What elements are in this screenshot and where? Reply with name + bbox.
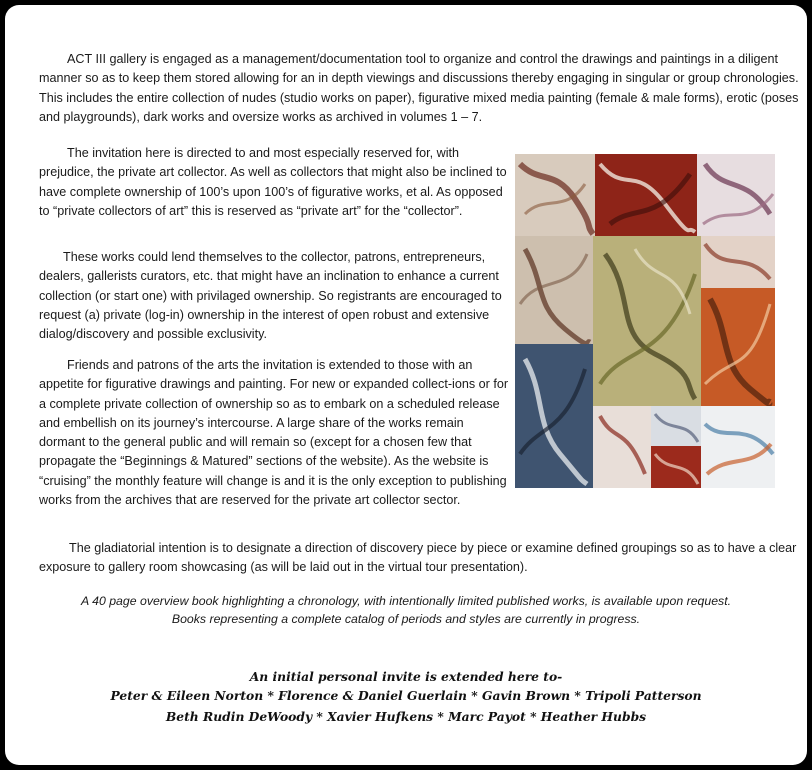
figurative-artwork-collage-icon xyxy=(515,154,775,488)
friends-paragraph xyxy=(39,356,509,510)
friends-text: Friends and patrons of the arts the invitation is extended to those with an appetite for figurative drawings and painting. For new or expanded collect-ions or for a complete private collection of ownership so as to embark on a scheduled release and embellish on its journey’s intercourse. A large share of the works remain dormant to the general public and will remain so (except for a chosen few that propagate the “Beginnings & Matured” sections of the website). As the website is “cruising” the monthly feature will change is and it is the only exception to publishing works from the archives that are reserved for the private art collector sector. xyxy=(39,358,509,508)
overview-book-note: A 40 page overview book highlighting a chronology, with intentionally limited published works, is available upon request. xyxy=(80,594,732,608)
artwork-collage xyxy=(515,154,775,488)
invite-heading: An initial personal invite is extended here to- xyxy=(249,669,563,684)
invitation-text: The invitation here is directed to and most especially reserved for, with prejudice, the private art collector. As well as collectors that might also be inclined to have complete ownership of 100’s upon 100’s of figurative works, et al. As opposed to “private collectors of art” this is reserved as “private art” for the “collector”. xyxy=(39,146,507,218)
invitation-paragraph xyxy=(39,144,509,221)
catalog-note: Books representing a complete catalog of periods and styles are currently in progress. xyxy=(171,612,641,626)
collectors-text: These works could lend themselves to the collector, patrons, entrepreneurs, dealers, gallerists curators, etc. that might have an inclination to enhance a current collection (or start one) with privilaged ownership. So registrants are encouraged to request (a) private (log-in) ownership in the interest of open robust and extensive dialog/discovery and possible exclusivity. xyxy=(39,250,502,342)
gladiatorial-text: The gladiatorial intention is to designate a direction of discovery piece by piece or examine defined groupings so as to have a clear exposure to gallery room showcasing (as will be laid out in the virtual tour presentation). xyxy=(39,541,797,575)
collectors-paragraph xyxy=(39,248,509,344)
invitee-list-line-1: Peter & Eileen Norton * Florence & Daniel Guerlain * Gavin Brown * Tripoli Patterson xyxy=(110,688,702,703)
gladiatorial-paragraph xyxy=(39,539,799,578)
intro-paragraph xyxy=(39,50,799,127)
content-panel xyxy=(5,5,807,765)
invitee-list-line-2: Beth Rudin DeWoody * Xavier Hufkens * Marc Payot * Heather Hubbs xyxy=(165,709,647,724)
intro-text: ACT III gallery is engaged as a management/documentation tool to organize and control the drawings and paintings in a diligent manner so as to keep them stored allowing for an in depth viewings and discussions thereby engaging in singular or group chronologies. This includes the entire collection of nudes (studio works on paper), figurative mixed media painting (female & male forms), erotic (poses and playgrounds), dark works and oversize works as archived in volumes 1 – 7. xyxy=(39,52,799,124)
